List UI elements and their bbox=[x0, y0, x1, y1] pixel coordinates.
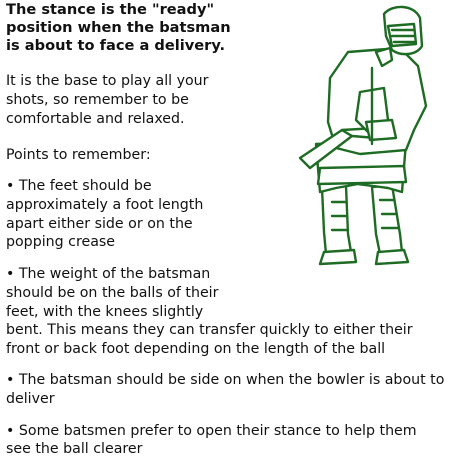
intro-line: shots, so remember to be bbox=[6, 92, 189, 108]
point-line: approximately a foot length bbox=[6, 197, 204, 213]
point-line: apart either side or on the bbox=[6, 216, 193, 232]
point-line bbox=[6, 422, 417, 441]
point-line: should be on the balls of their bbox=[6, 285, 219, 301]
heading-line: position when the batsman bbox=[6, 19, 231, 36]
point-line: bent. This means they can transfer quickly to either their bbox=[6, 322, 413, 338]
point-text: The feet should be bbox=[18, 178, 152, 194]
intro-line: comfortable and relaxed. bbox=[6, 111, 185, 127]
batsman-stance-illustration-icon bbox=[296, 2, 472, 270]
bullet: • bbox=[6, 372, 15, 388]
heading-line: is about to face a delivery. bbox=[6, 37, 226, 54]
intro-line: It is the base to play all your bbox=[6, 73, 209, 89]
point-line: feet, with the knees slightly bbox=[6, 304, 204, 320]
point-text: The weight of the batsman bbox=[18, 266, 211, 282]
heading-line: The stance is the "ready" bbox=[6, 1, 215, 18]
point-line bbox=[6, 177, 152, 196]
point-line: front or back foot depending on the length of the ball bbox=[6, 341, 386, 357]
point-line: popping crease bbox=[6, 234, 116, 250]
point-line bbox=[6, 265, 210, 284]
bullet: • bbox=[6, 178, 15, 194]
point-line: see the ball clearer bbox=[6, 441, 143, 457]
point-text: Some batsmen prefer to open their stance to help them bbox=[18, 423, 417, 439]
point-line bbox=[6, 371, 444, 390]
bullet: • bbox=[6, 266, 15, 282]
points-heading: Points to remember: bbox=[6, 147, 151, 163]
point-line: deliver bbox=[6, 391, 55, 407]
point-text: The batsman should be side on when the bowler is about to bbox=[18, 372, 445, 388]
bullet: • bbox=[6, 423, 15, 439]
